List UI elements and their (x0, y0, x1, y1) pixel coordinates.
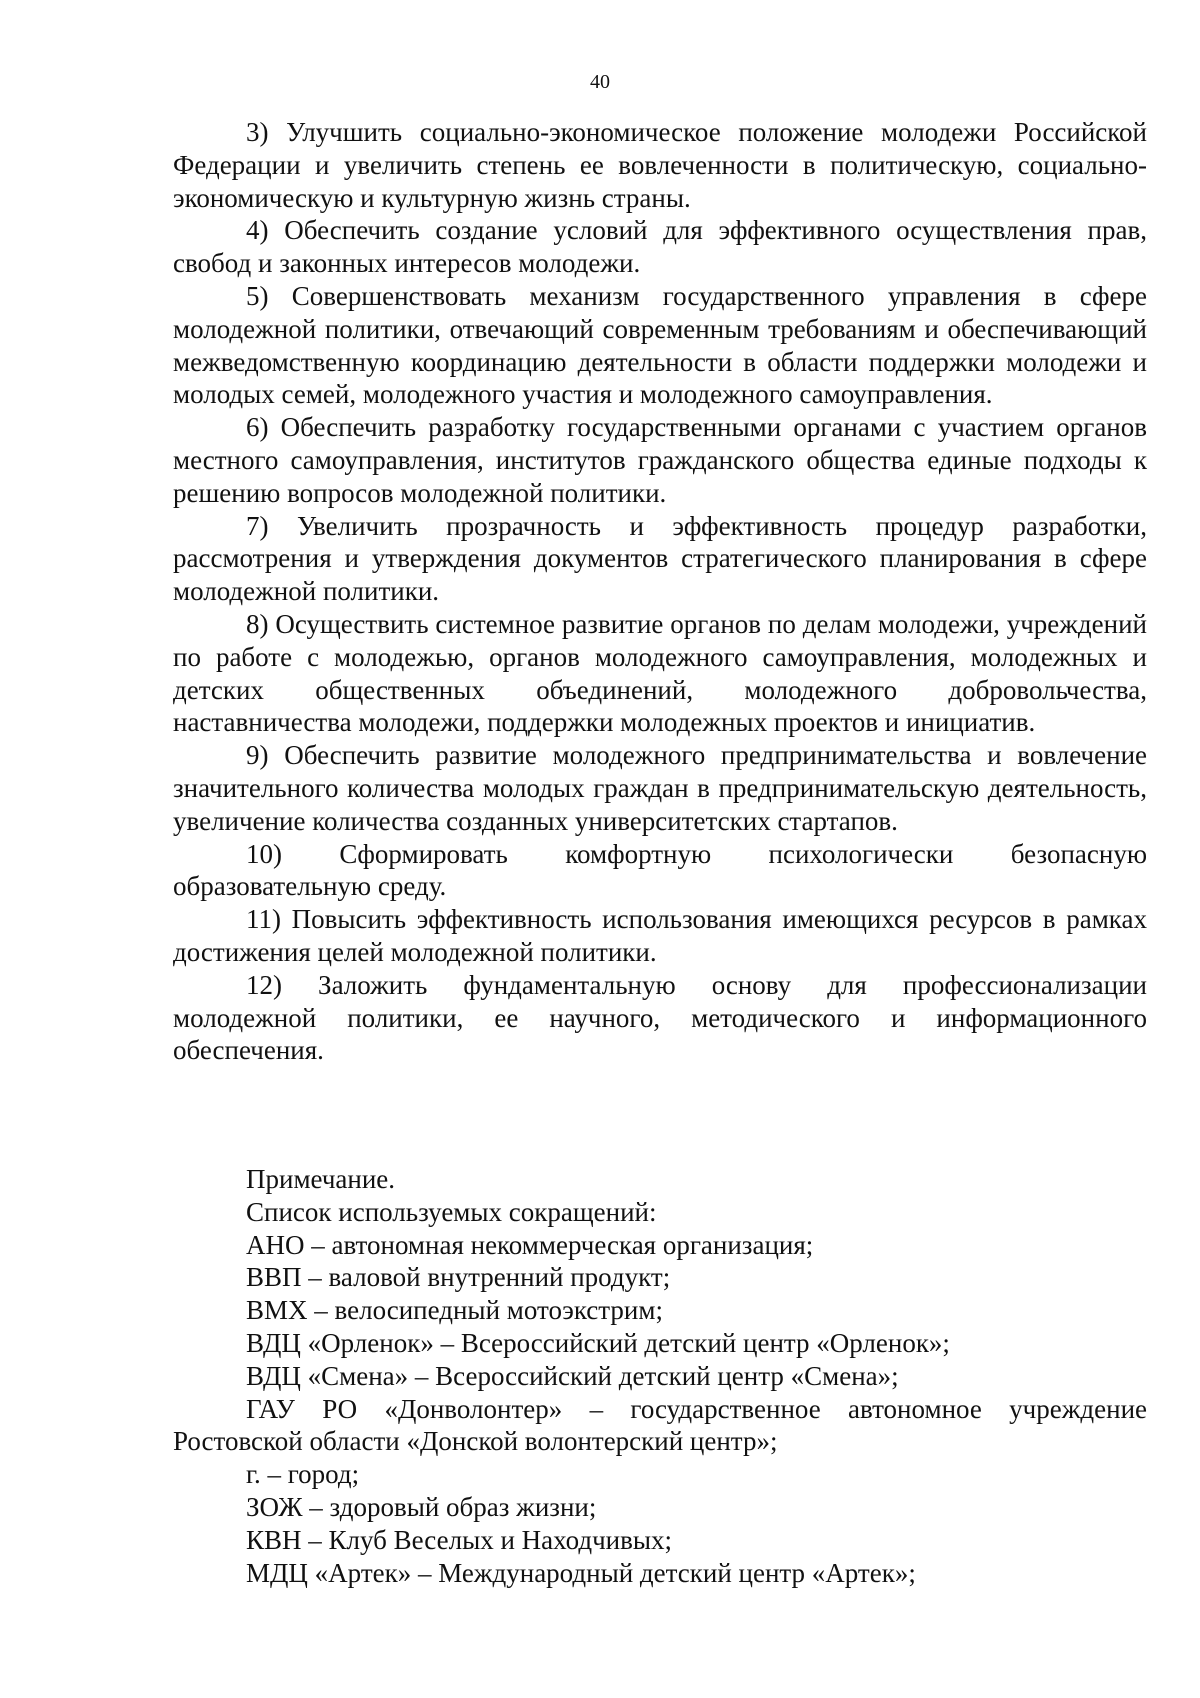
abbreviation-item: МДЦ «Артек» – Международный детский центр «Артек»; (246, 1557, 916, 1588)
goal-item-11: 11) Повысить эффективность использования имеющихся ресурсов в рамках достижения целей молодежной политики. (173, 904, 1147, 967)
goal-item-10: 10) Сформировать комфортную психологически безопасную образовательную среду. (173, 838, 1147, 902)
goal-item-7: 7) Увеличить прозрачность и эффективность процедур разработки, рассмотрения и утверждения документов стратегического планирования в сфере молодежной политики. (173, 510, 1147, 607)
abbreviation-item: КВН – Клуб Веселых и Находчивых; (246, 1524, 672, 1555)
goals-list (173, 116, 1147, 1067)
goal-item-4: 4) Обеспечить создание условий для эффективного осуществления прав, свобод и законных интересов молодежи. (173, 215, 1147, 279)
abbreviations-title: Список используемых сокращений: (246, 1196, 657, 1227)
abbreviation-item: ГАУ РО «Донволонтер» – государственное автономное учреждение Ростовской области «Донской волонтерский центр»; (173, 1393, 1147, 1457)
goal-item-12: 12) Заложить фундаментальную основу для профессионализации молодежной политики, ее научного, методического и информационного обеспечения. (173, 969, 1147, 1066)
abbreviation-item: BMX – велосипедный мотоэкстрим; (246, 1295, 663, 1326)
goal-item-8: 8) Осуществить системное развитие органов по делам молодежи, учреждений по работе с молодежью, органов молодежного самоуправления, молодежных и детских общественных объединений, молодежного добровольчества, наставничества молодежи, поддержки молодежных проектов и инициатив. (173, 608, 1147, 738)
abbreviation-item: ЗОЖ – здоровый образ жизни; (246, 1491, 597, 1522)
goal-item-3: 3) Улучшить социально-экономическое положение молодежи Российской Федерации и увеличить степень ее вовлеченности в политическую, социально-экономическую и культурную жизнь страны. (173, 117, 1147, 213)
abbreviation-item: ВДЦ «Смена» – Всероссийский детский центр «Смена»; (246, 1360, 899, 1391)
abbreviations-note (173, 1163, 1147, 1589)
goal-item-5: 5) Совершенствовать механизм государственного управления в сфере молодежной политики, отвечающий современным требованиям и обеспечивающий межведомственную координацию деятельности в области поддержки молодежи и молодых семей, молодежного участия и молодежного самоуправления. (173, 280, 1147, 410)
page-number: 40 (590, 71, 610, 93)
goal-item-9: 9) Обеспечить развитие молодежного предпринимательства и вовлечение значительного количества молодых граждан в предпринимательскую деятельность, увеличение количества созданных университетских стартапов. (173, 740, 1147, 836)
abbreviation-item: ВДЦ «Орленок» – Всероссийский детский центр «Орленок»; (246, 1327, 950, 1358)
goal-item-6: 6) Обеспечить разработку государственными органами с участием органов местного самоуправления, институтов гражданского общества единые подходы к решению вопросов молодежной политики. (173, 412, 1147, 508)
abbreviation-item: ВВП – валовой внутренний продукт; (246, 1262, 671, 1293)
abbreviation-item: АНО – автономная некоммерческая организация; (246, 1229, 814, 1260)
note-heading: Примечание. (246, 1164, 396, 1194)
abbreviation-item: г. – город; (246, 1459, 360, 1490)
